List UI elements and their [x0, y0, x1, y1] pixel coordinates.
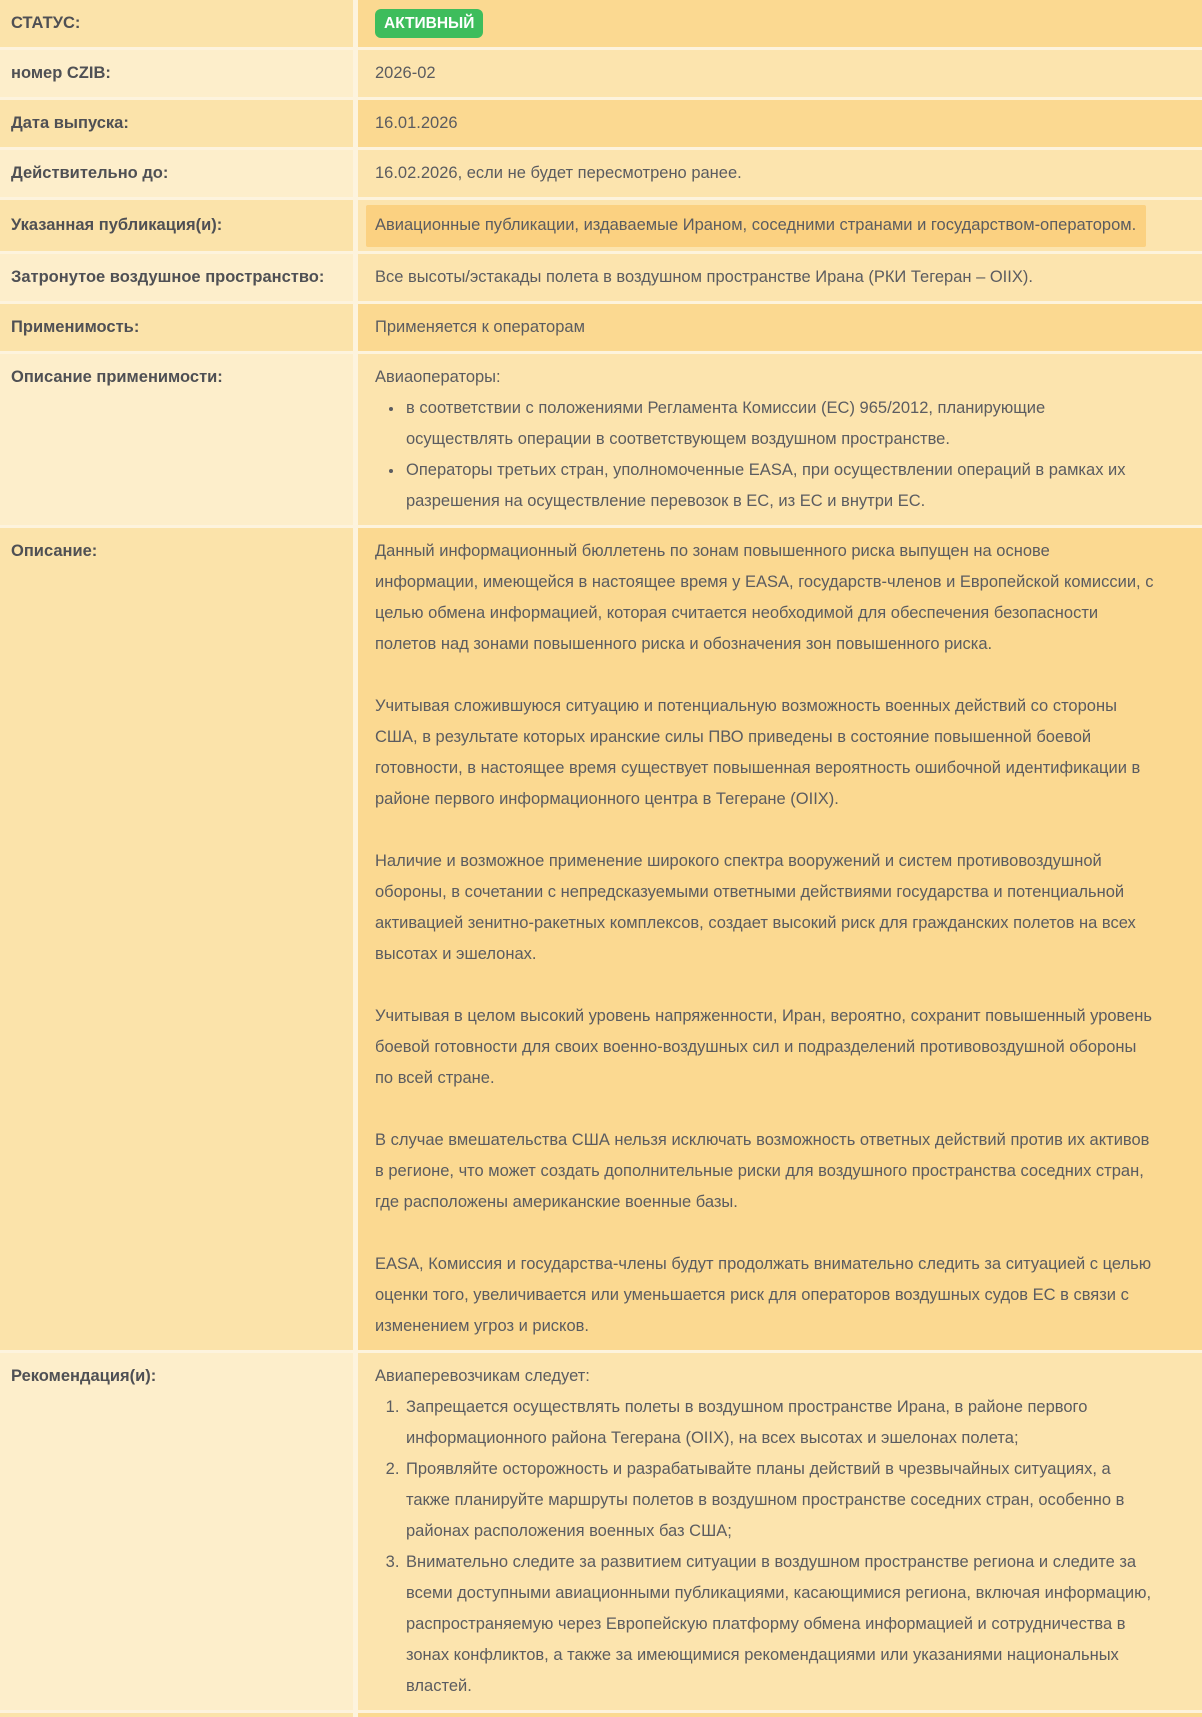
table-row-applicability-description	[0, 354, 1202, 525]
recommendations-numbered-list	[375, 1392, 1156, 1702]
row-label: Описание:	[0, 528, 358, 1350]
description-paragraph: Данный информационный бюллетень по зонам повышенного риска выпущен на основе информации, имеющейся в настоящее время у EASA, государств-членов и Европейской комиссии, с целью обмена информацией, которая считается необходимой для обеспечения безопасности полетов над зонами повышенного риска и обозначения зон повышенного риска.	[375, 542, 1154, 653]
row-label: Дата выпуска:	[0, 100, 358, 147]
row-value: 2026-02	[358, 50, 1202, 97]
table-row-czib-number	[0, 50, 1202, 97]
description-paragraph: В случае вмешательства США нельзя исключать возможность ответных действий против их активов в регионе, что может создать дополнительные риски для воздушного пространства соседних стран, где расположены американские военные базы.	[375, 1131, 1150, 1211]
table-row-next-partial	[0, 1713, 1202, 1717]
status-badge: АКТИВНЫЙ	[375, 9, 483, 38]
description-paragraph: Учитывая в целом высокий уровень напряженности, Иран, вероятно, сохранит повышенный уровень боевой готовности для своих военно-воздушных сил и подразделений противовоздушной обороны по всей стране.	[375, 1007, 1153, 1087]
list-intro: Авиаперевозчикам следует:	[375, 1367, 590, 1385]
row-value	[358, 200, 1202, 251]
row-label: Затронутое воздушное пространство:	[0, 254, 358, 301]
row-value: 16.01.2026	[358, 100, 1202, 147]
row-value	[358, 0, 1202, 47]
table-row-affected-airspace	[0, 254, 1202, 301]
row-value: Все высоты/эстакады полета в воздушном пространстве Ирана (РКИ Тегеран – OIIX).	[358, 254, 1202, 301]
bullet-item: • в соответствии с положениями Регламента Комиссии (ЕС) 965/2012, планирующие осуществлять операции в соответствующем воздушном пространстве.	[404, 393, 1156, 455]
applicability-bullet-list	[375, 393, 1156, 517]
table-row-status	[0, 0, 1202, 47]
recommendation-item: 1. Запрещается осуществлять полеты в воздушном пространстве Ирана, в районе первого информационного района Тегерана (OIIX), на всех высотах и эшелонах полета;	[404, 1392, 1156, 1454]
row-value: Применяется к операторам	[358, 304, 1202, 351]
table-row-referenced-publications	[0, 200, 1202, 251]
table-row-issue-date	[0, 100, 1202, 147]
row-label: Действительно до:	[0, 150, 358, 197]
translated-sentence-highlight: Авиационные публикации, издаваемые Ираном, соседними странами и государством-оператором.	[366, 205, 1146, 247]
row-value	[358, 1353, 1202, 1710]
list-intro: Авиаоператоры:	[375, 368, 501, 386]
table-row-applicability	[0, 304, 1202, 351]
row-label: СТАТУС:	[0, 0, 358, 47]
bullet-item: • Операторы третьих стран, уполномоченные EASA, при осуществлении операций в рамках их разрешения на осуществление перевозок в ЕС, из ЕС и внутри ЕС.	[404, 455, 1156, 517]
row-label: Применимость:	[0, 304, 358, 351]
row-value	[358, 1713, 1202, 1717]
table-row-valid-until	[0, 150, 1202, 197]
recommendation-item: 2. Проявляйте осторожность и разрабатывайте планы действий в чрезвычайных ситуациях, а также планируйте маршруты полетов в воздушном пространстве соседних стран, особенно в районах расположения военных баз США;	[404, 1454, 1156, 1547]
row-label: Рекомендация(и):	[0, 1353, 358, 1710]
row-label	[0, 1713, 358, 1717]
description-paragraph: Наличие и возможное применение широкого спектра вооружений и систем противовоздушной обороны, в сочетании с непредсказуемыми ответными действиями государства и потенциальной активацией зенитно-ракетных комплексов, создает высокий риск для гражданских полетов на всех высотах и эшелонах.	[375, 852, 1136, 963]
row-value	[358, 528, 1202, 1350]
description-paragraph: EASA, Комиссия и государства-члены будут продолжать внимательно следить за ситуацией с целью оценки того, увеличивается или уменьшается риск для операторов воздушных судов ЕС в связи с изменением угроз и рисков.	[375, 1255, 1152, 1335]
row-value	[358, 354, 1202, 525]
table-row-recommendations	[0, 1353, 1202, 1710]
row-label: Указанная публикация(и):	[0, 200, 358, 251]
row-value: 16.02.2026, если не будет пересмотрено ранее.	[358, 150, 1202, 197]
row-label: Описание применимости:	[0, 354, 358, 525]
table-row-description	[0, 528, 1202, 1350]
row-label: номер CZIB:	[0, 50, 358, 97]
recommendation-item: 3. Внимательно следите за развитием ситуации в воздушном пространстве региона и следите за всеми доступными авиационными публикациями, касающимися региона, включая информацию, распространяемую через Европейскую платформу обмена информацией и сотрудничества в зонах конфликтов, а также за имеющимися рекомендациями или указаниями национальных властей.	[404, 1547, 1156, 1702]
description-paragraph: Учитывая сложившуюся ситуацию и потенциальную возможность военных действий со стороны США, в результате которых иранские силы ПВО приведены в состояние повышенной боевой готовности, в настоящее время существует повышенная вероятность ошибочной идентификации в районе первого информационного центра в Тегеране (OIIX).	[375, 697, 1141, 808]
